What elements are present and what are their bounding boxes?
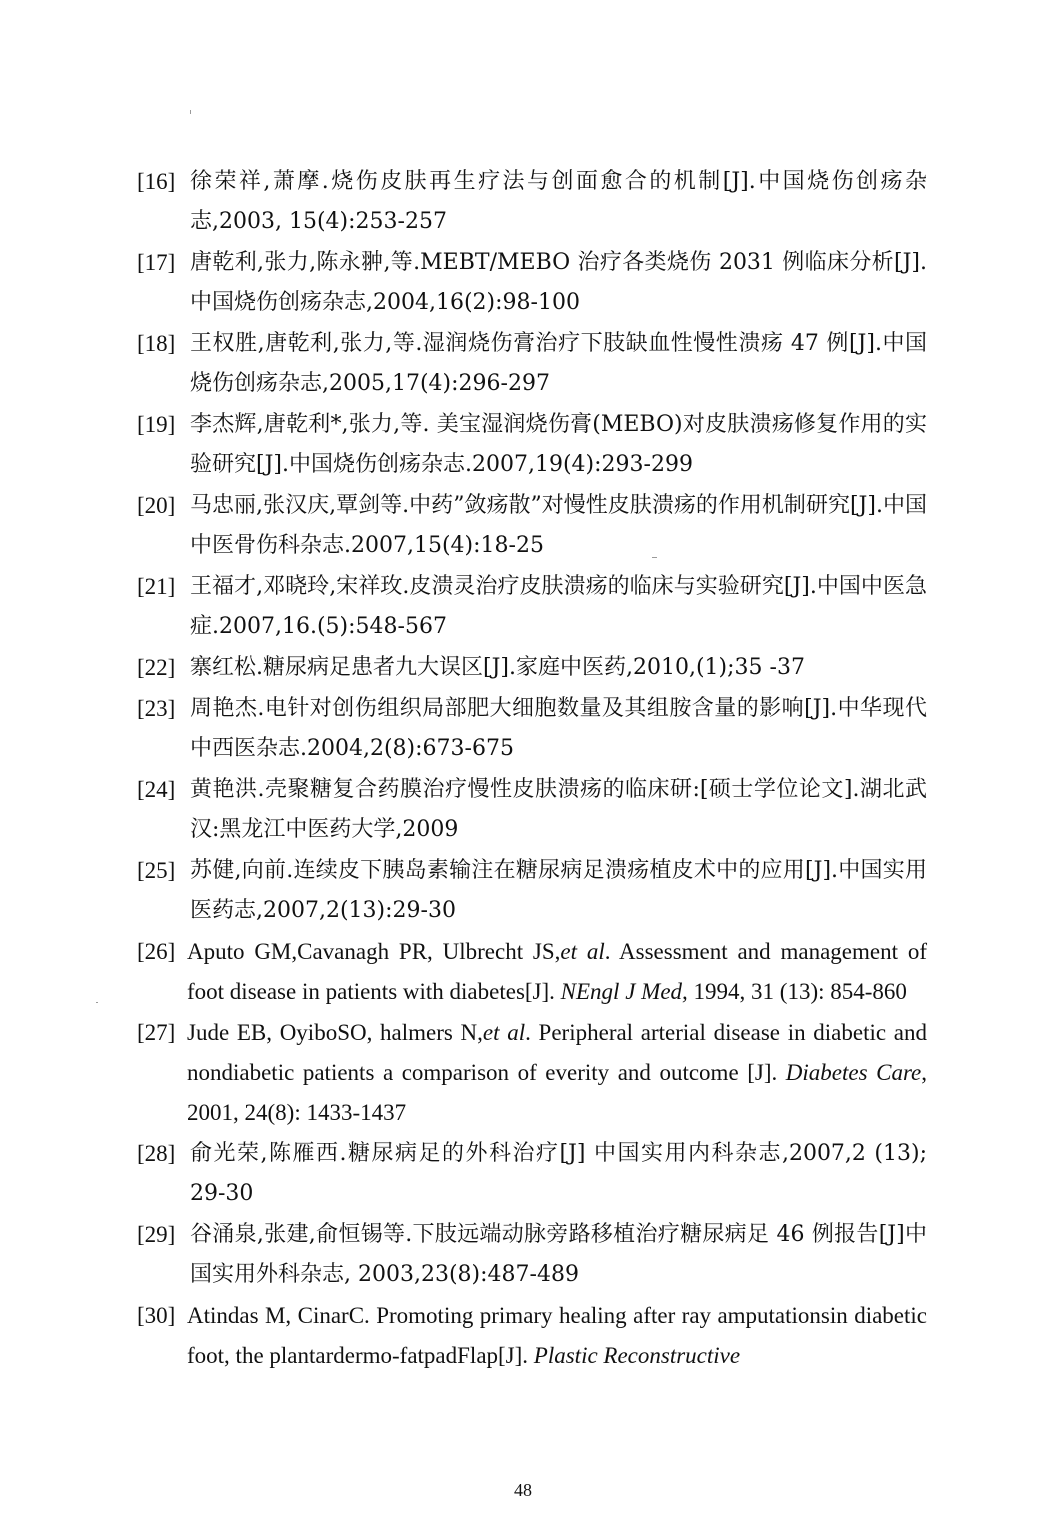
reference-text	[190, 405, 927, 485]
reference-item	[137, 770, 927, 850]
reference-text	[190, 567, 927, 647]
reference-number: [23]	[137, 696, 176, 721]
reference-text	[190, 648, 927, 688]
reference-segment: 苏健,向前.连续皮下胰岛素输注在糖尿病足溃疡植皮术中的应用[J].中国实用医药志,2007,2(13):29-30	[190, 858, 927, 923]
reference-item	[137, 1215, 927, 1295]
reference-segment: 谷涌泉,张建,俞恒锡等.下肢远端动脉旁路移植治疗糖尿病足 46 例报告[J]中国实用外科杂志, 2003,23(8):487-489	[190, 1222, 927, 1287]
reference-number: [27]	[137, 1020, 176, 1045]
reference-segment: Jude EB, OyiboSO, halmers N,	[187, 1020, 483, 1045]
scan-mark	[190, 110, 191, 114]
reference-item	[137, 932, 927, 1012]
reference-item	[137, 324, 927, 404]
reference-text	[190, 243, 927, 323]
scan-mark	[652, 557, 657, 558]
reference-number: [21]	[137, 574, 176, 599]
reference-item	[137, 486, 927, 566]
reference-list	[137, 162, 927, 1377]
reference-italic-segment: et al	[560, 939, 605, 964]
reference-item	[137, 689, 927, 769]
reference-italic-segment: Plastic Reconstructive	[533, 1343, 741, 1368]
reference-number: [20]	[137, 493, 176, 518]
reference-text	[190, 1215, 927, 1295]
reference-text	[190, 486, 927, 566]
reference-item	[137, 1013, 927, 1133]
reference-number: [29]	[137, 1222, 176, 1247]
reference-number: [28]	[137, 1141, 176, 1166]
reference-segment: 俞光荣,陈雁西.糖尿病足的外科治疗[J] 中国实用内科杂志,2007,2 (13); 29-30	[190, 1141, 927, 1206]
reference-item	[137, 1134, 927, 1214]
reference-segment: 王权胜,唐乾利,张力,等.湿润烧伤膏治疗下肢缺血性慢性溃疡 47 例[J].中国烧伤创疡杂志,2005,17(4):296-297	[190, 331, 927, 396]
reference-segment: 唐乾利,张力,陈永翀,等.MEBT/MEBO 治疗各类烧伤 2031 例临床分析[J].中国烧伤创疡杂志,2004,16(2):98-100	[190, 250, 927, 315]
reference-segment: 周艳杰.电针对创伤组织局部肥大细胞数量及其组胺含量的影响[J].中华现代中西医杂志.2004,2(8):673-675	[190, 696, 927, 761]
page-number: 48	[514, 1480, 532, 1500]
reference-number: [17]	[137, 250, 176, 275]
reference-number: [24]	[137, 777, 176, 802]
reference-item	[137, 648, 927, 688]
reference-item	[137, 243, 927, 323]
reference-number: [26]	[137, 939, 176, 964]
reference-segment: Atindas M, CinarC. Promoting primary healing after ray amputationsin diabetic foot, the plantardermo-fatpadFlap[J].	[187, 1303, 927, 1368]
reference-text	[190, 770, 927, 850]
scan-mark	[96, 1002, 98, 1003]
reference-segment: 徐荣祥,萧摩.烧伤皮肤再生疗法与创面愈合的机制[J].中国烧伤创疡杂志,2003, 15(4):253-257	[190, 169, 927, 234]
reference-segment: 马忠丽,张汉庆,覃剑等.中药”敛疡散”对慢性皮肤溃疡的作用机制研究[J].中国中医骨伤科杂志.2007,15(4):18-25	[190, 493, 927, 558]
reference-text	[187, 932, 927, 1012]
reference-text	[190, 851, 927, 931]
reference-text	[190, 324, 927, 404]
reference-segment: . Peripheral arterial disease in diabetic and nondiabetic patients a comparison of everity and outcome [J].	[187, 1020, 927, 1085]
reference-item	[137, 851, 927, 931]
reference-italic-segment: et al	[482, 1020, 526, 1045]
reference-italic-segment: NEngl J Med,	[560, 979, 688, 1004]
reference-item	[137, 405, 927, 485]
reference-segment: 黄艳洪.壳聚糖复合药膜治疗慢性皮肤溃疡的临床研:[硕士学位论文].湖北武汉:黑龙江中医药大学,2009	[190, 777, 927, 842]
reference-item	[137, 1296, 927, 1376]
reference-italic-segment: Diabetes Care	[785, 1060, 922, 1085]
reference-segment: 寨红松.糖尿病足患者九大误区[J].家庭中医药,2010,(1);35 -37	[190, 655, 805, 680]
reference-segment: 李杰辉,唐乾利*,张力,等. 美宝湿润烧伤膏(MEBO)对皮肤溃疡修复作用的实验研究[J].中国烧伤创疡杂志.2007,19(4):293-299	[190, 412, 927, 477]
reference-number: [16]	[137, 169, 176, 194]
reference-text	[187, 1296, 927, 1376]
reference-item	[137, 162, 927, 242]
reference-number: [19]	[137, 412, 176, 437]
reference-text	[187, 1013, 927, 1133]
reference-number: [22]	[137, 655, 176, 680]
reference-segment: , 2001, 24(8): 1433-1437	[187, 1060, 928, 1125]
reference-text	[190, 162, 927, 242]
reference-text	[190, 689, 927, 769]
reference-number: [25]	[137, 858, 176, 883]
reference-number: [30]	[137, 1303, 176, 1328]
reference-segment: 王福才,邓晓玲,宋祥玫.皮溃灵治疗皮肤溃疡的临床与实验研究[J].中国中医急症.2007,16.(5):548-567	[190, 574, 927, 639]
reference-segment: . Assessment and management of foot disease in patients with diabetes[J].	[187, 939, 927, 1004]
reference-segment: 1994, 31 (13): 854-860	[687, 979, 907, 1004]
reference-item	[137, 567, 927, 647]
reference-segment: Aputo GM,Cavanagh PR, Ulbrecht JS,	[187, 939, 561, 964]
reference-text	[190, 1134, 927, 1214]
reference-number: [18]	[137, 331, 176, 356]
